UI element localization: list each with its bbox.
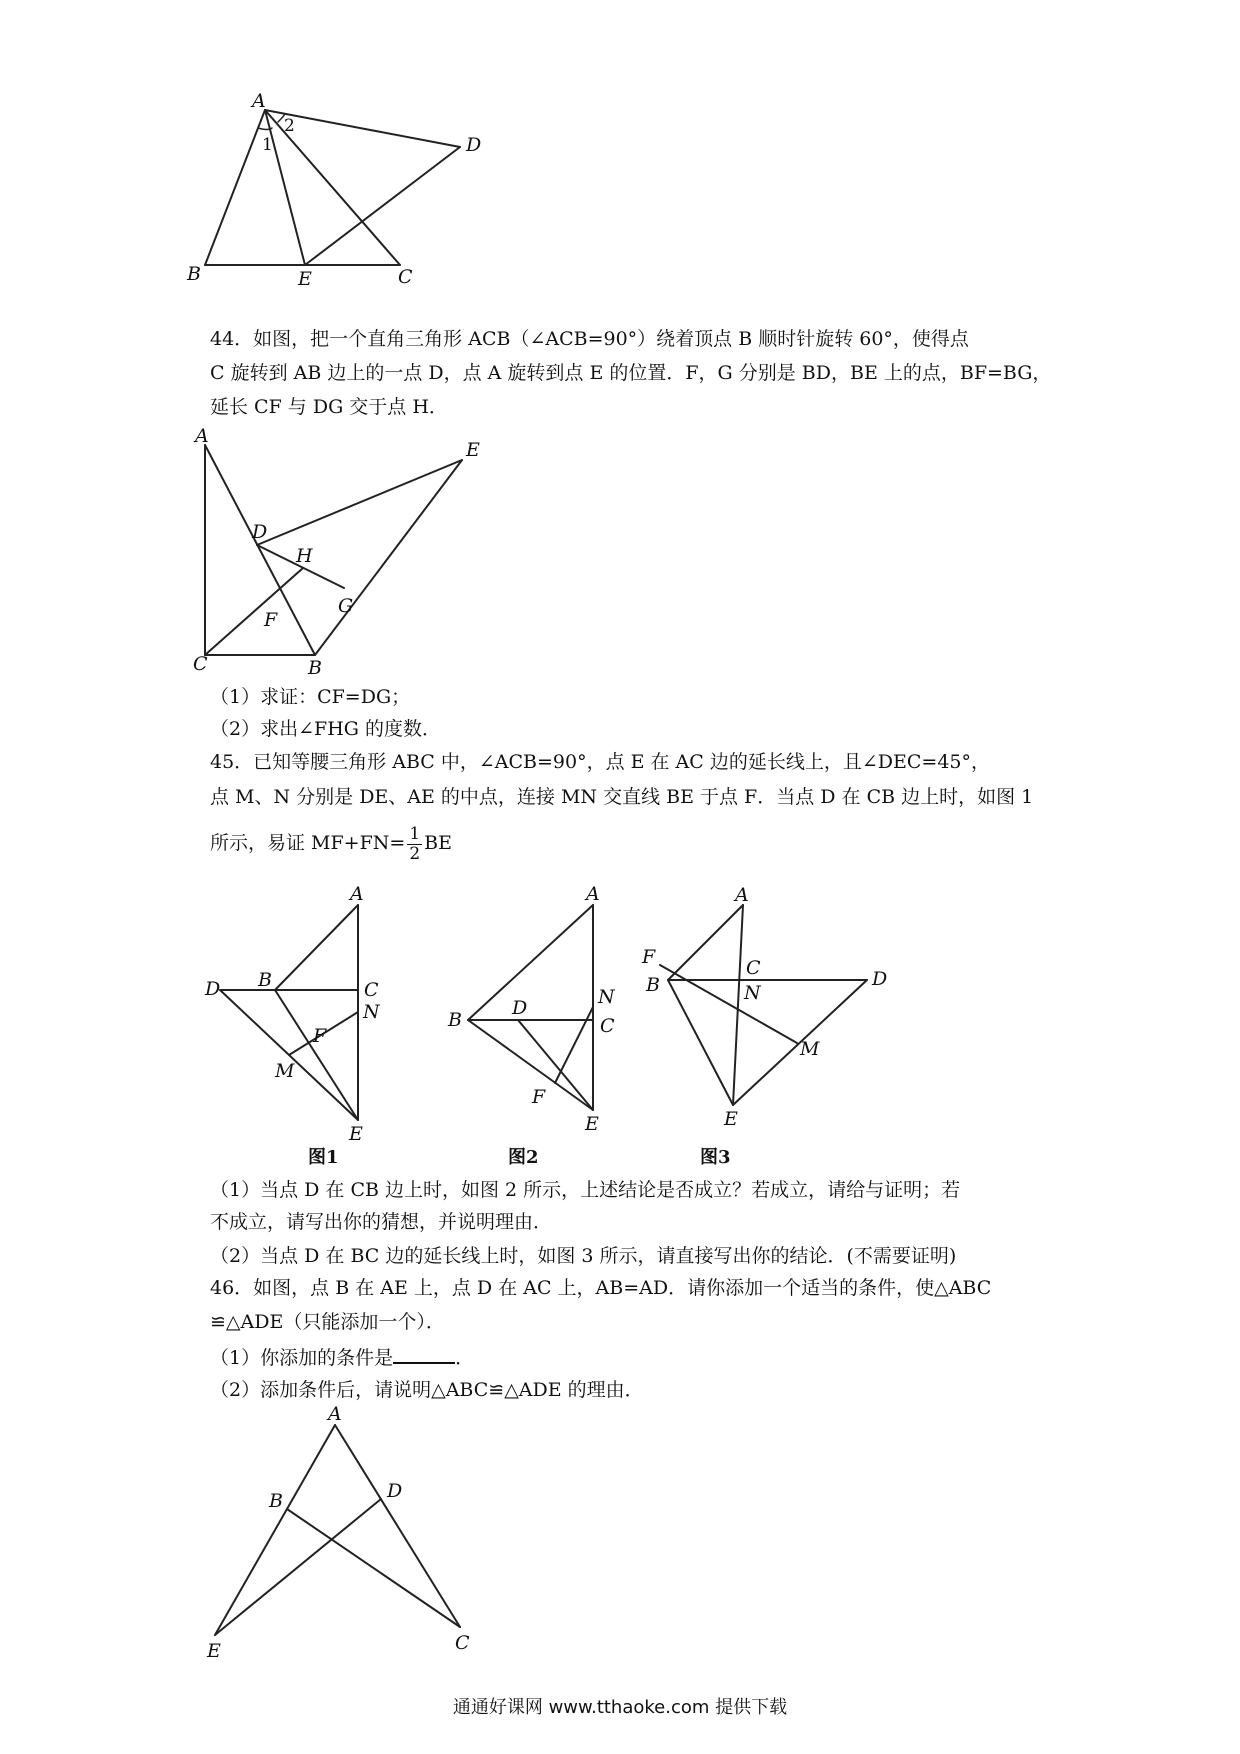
segment-ch [205, 568, 303, 655]
footer-text: 通通好课网 www.tthaoke.com 提供下载 [452, 1697, 788, 1718]
answer-blank[interactable] [393, 1342, 455, 1364]
label-c: C [746, 957, 761, 979]
label-c: C [455, 1632, 470, 1654]
label-b: B [448, 1009, 462, 1031]
label-d: D [466, 134, 482, 156]
q46-line1: 46．如图，点 B 在 AE 上，点 D 在 AC 上，AB=AD．请你添加一个适当的条件，使△ABC [210, 1277, 992, 1299]
q45-line3 [210, 820, 452, 866]
label-a: A [328, 1403, 342, 1425]
segment-de [215, 1499, 381, 1635]
q46-sub2: （2）添加条件后，请说明△ABC≌△ADE 的理由． [210, 1379, 644, 1401]
label-f: F [313, 1025, 327, 1047]
q44-sub1: （1）求证：CF=DG； [210, 686, 411, 708]
q45-line3-text: 所示，易证 MF+FN= [210, 832, 406, 854]
label-c: C [364, 979, 379, 1001]
segment-de [257, 460, 462, 545]
segment-ab [275, 905, 358, 990]
label-a: A [350, 883, 364, 905]
label-b: B [187, 263, 201, 285]
label-m: M [275, 1060, 295, 1082]
fraction-numerator: 1 [409, 823, 421, 844]
label-e: E [724, 1108, 738, 1130]
label-a: A [195, 425, 209, 447]
label-m: M [800, 1038, 820, 1060]
label-d: D [872, 968, 888, 990]
segment-be [315, 460, 462, 655]
label-c: C [193, 653, 208, 675]
figure-q45-3 [640, 885, 900, 1135]
segment-ab [205, 110, 265, 265]
q46-sub1-end: ． [455, 1347, 475, 1369]
label-n: N [598, 986, 615, 1008]
q45-sub2: （2）当点 D 在 BC 边的延长线上时，如图 3 所示，请直接写出你的结论．(不需要证明) [210, 1245, 957, 1267]
label-c: C [398, 266, 413, 288]
segment-ab [468, 905, 593, 1020]
label-c: C [600, 1015, 615, 1037]
q46-sub1 [210, 1342, 474, 1372]
label-h: H [296, 545, 313, 567]
segment-ae [733, 905, 743, 1105]
figure-q45-2 [440, 883, 640, 1140]
segment-fn [555, 1007, 593, 1083]
label-g: G [338, 595, 354, 617]
label-n: N [744, 982, 761, 1004]
q44-line1: 44．如图，把一个直角三角形 ACB（∠ACB=90°）绕着顶点 B 顺时针旋转 60°，使得点 [210, 328, 969, 350]
label-e: E [298, 268, 312, 290]
segment-ac [335, 1425, 460, 1627]
segment-ed [305, 147, 460, 265]
q46-sub1-text: （1）你添加的条件是 [210, 1347, 394, 1369]
label-f: F [642, 946, 656, 968]
label-n: N [363, 1001, 380, 1023]
caption-fig3: 图3 [700, 1147, 731, 1168]
label-f: F [264, 609, 278, 631]
q44-line3: 延长 CF 与 DG 交于点 H． [210, 396, 448, 418]
q44-sub2: （2）求出∠FHG 的度数． [210, 718, 441, 740]
label-d: D [205, 978, 221, 1000]
caption-fig1: 图1 [308, 1147, 339, 1168]
label-b: B [269, 1490, 283, 1512]
q45-line2: 点 M、N 分别是 DE、AE 的中点，连接 MN 交直线 BE 于点 F．当点 D 在 CB 边上时，如图 1 [210, 786, 1034, 808]
label-d: D [252, 521, 268, 543]
figure-q43 [180, 90, 500, 290]
figure-q46 [195, 1405, 495, 1660]
q45-sub1b: 不成立，请写出你的猜想，并说明理由． [210, 1211, 553, 1233]
label-f: F [532, 1086, 546, 1108]
fraction-half [407, 825, 422, 864]
label-b: B [308, 657, 322, 679]
label-a: A [735, 884, 749, 906]
segment-ab [668, 905, 743, 980]
q46-line2: ≌△ADE（只能添加一个）． [210, 1311, 445, 1333]
q45-line1: 45．已知等腰三角形 ABC 中，∠ACB=90°，点 E 在 AC 边的延长线上，且∠DEC=45°， [210, 751, 991, 773]
label-e: E [349, 1123, 363, 1145]
segment-be [668, 980, 733, 1105]
q45-sub1a: （1）当点 D 在 CB 边上时，如图 2 所示，上述结论是否成立？若成立，请给与证明；若 [210, 1179, 961, 1201]
label-a: A [252, 90, 266, 112]
q45-line3-be: BE [424, 832, 452, 854]
label-d: D [387, 1480, 403, 1502]
fraction-denominator: 2 [409, 843, 421, 864]
label-1: 1 [262, 135, 273, 155]
caption-fig2: 图2 [508, 1147, 539, 1168]
label-b: B [258, 969, 272, 991]
label-a: A [586, 883, 600, 905]
segment-be [275, 990, 358, 1120]
label-e: E [466, 439, 480, 461]
figure-q44 [190, 425, 500, 679]
label-d: D [512, 997, 528, 1019]
label-e: E [585, 1113, 599, 1135]
label-b: B [646, 974, 660, 996]
segment-bc [287, 1509, 460, 1627]
label-2: 2 [284, 116, 295, 136]
label-e: E [207, 1640, 221, 1662]
figure-q45-1 [200, 883, 400, 1145]
q44-line2: C 旋转到 AB 边上的一点 D，点 A 旋转到点 E 的位置．F，G 分别是 BD，BE 上的点，BF=BG， [210, 362, 1052, 384]
